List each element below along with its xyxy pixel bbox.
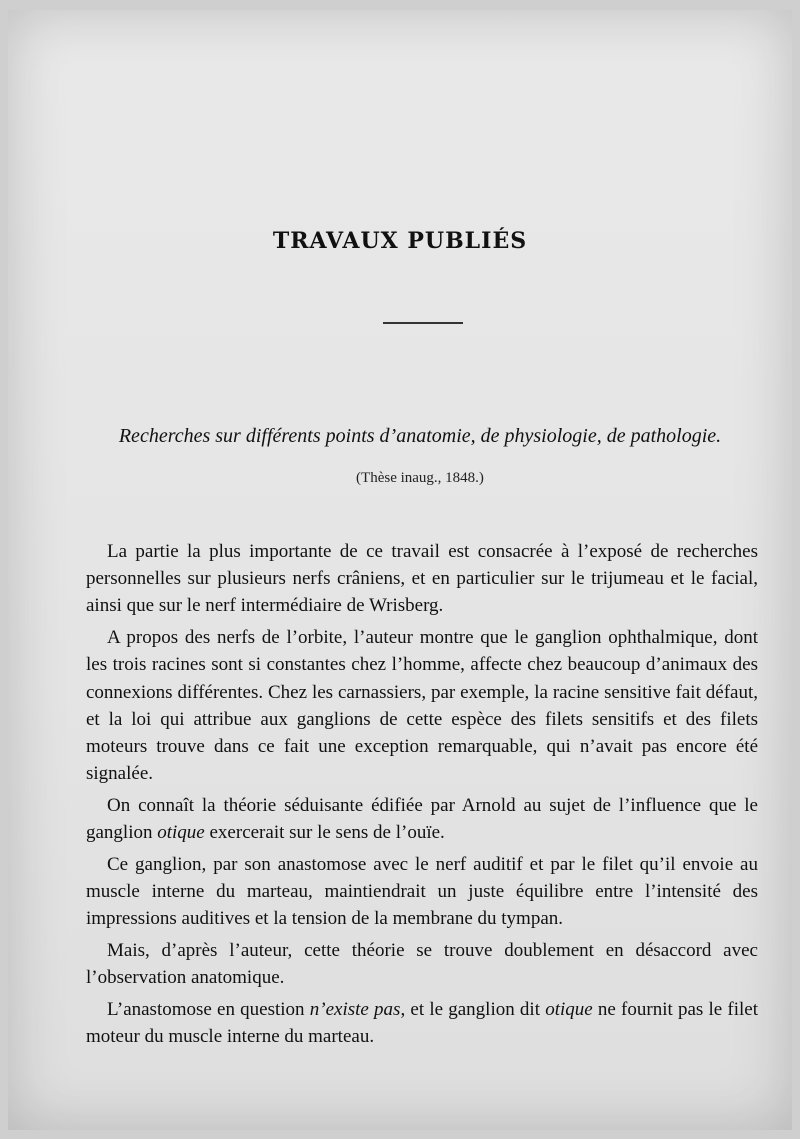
paragraph <box>86 937 758 991</box>
page-heading: TRAVAUX PUBLIÉS <box>272 228 528 254</box>
italic-term: otique <box>157 822 205 844</box>
paragraph <box>86 624 758 787</box>
paragraph-text: exercerait sur le sens de l’ouïe. <box>204 822 445 844</box>
paragraph <box>86 996 758 1050</box>
heading-divider <box>383 322 463 324</box>
italic-term: n’existe pas <box>309 998 401 1020</box>
paragraph-text: Mais, d’après l’auteur, cette théorie se trouve doublement en désaccord avec l’observation anatomique. <box>86 939 758 989</box>
publication-title: Recherches sur différents points d’anatomie, de physiologie, de pathologie. <box>118 425 722 447</box>
paragraph <box>86 792 758 846</box>
paragraph <box>86 851 758 933</box>
publication-note: (Thèse inaug., 1848.) <box>356 470 484 486</box>
paragraph-text: ne fournit pas le filet moteur du muscle interne du marteau. <box>86 998 758 1047</box>
paragraph-text: A propos des nerfs de l’orbite, l’auteur montre que le ganglion ophthalmique, dont les trois racines sont si constantes chez l’homme, affecte chez beaucoup d’animaux des connexions différentes. Chez les carnassiers, par exemple, la racine sensitive fait défaut, et la loi qui attribue aux ganglions de cette espèce des filets sensitifs et des filets moteurs trouve dans ce fait une exception remarquable, qui n’avait pas encore été signalée. <box>86 627 758 785</box>
italic-term: otique <box>545 998 593 1020</box>
paragraph-text: , et le ganglion dit <box>400 998 546 1020</box>
body-text <box>86 538 758 1055</box>
paragraph-text: L’anastomose en question <box>107 998 310 1020</box>
paragraph-text: Ce ganglion, par son anastomose avec le nerf auditif et par le filet qu’il envoie au muscle interne du marteau, maintiendrait un juste équilibre entre l’intensité des impressions auditives et la tension de la membrane du tympan. <box>86 853 758 930</box>
paragraph-text: On connaît la théorie séduisante édifiée par Arnold au sujet de l’influence que le ganglion <box>86 794 758 844</box>
paragraph <box>86 538 758 620</box>
paragraph-text: La partie la plus importante de ce travail est consacrée à l’exposé de recherches personnelles sur plusieurs nerfs crâniens, et en particulier sur le trijumeau et le facial, ainsi que sur le nerf intermédiaire de Wrisberg. <box>86 541 758 617</box>
